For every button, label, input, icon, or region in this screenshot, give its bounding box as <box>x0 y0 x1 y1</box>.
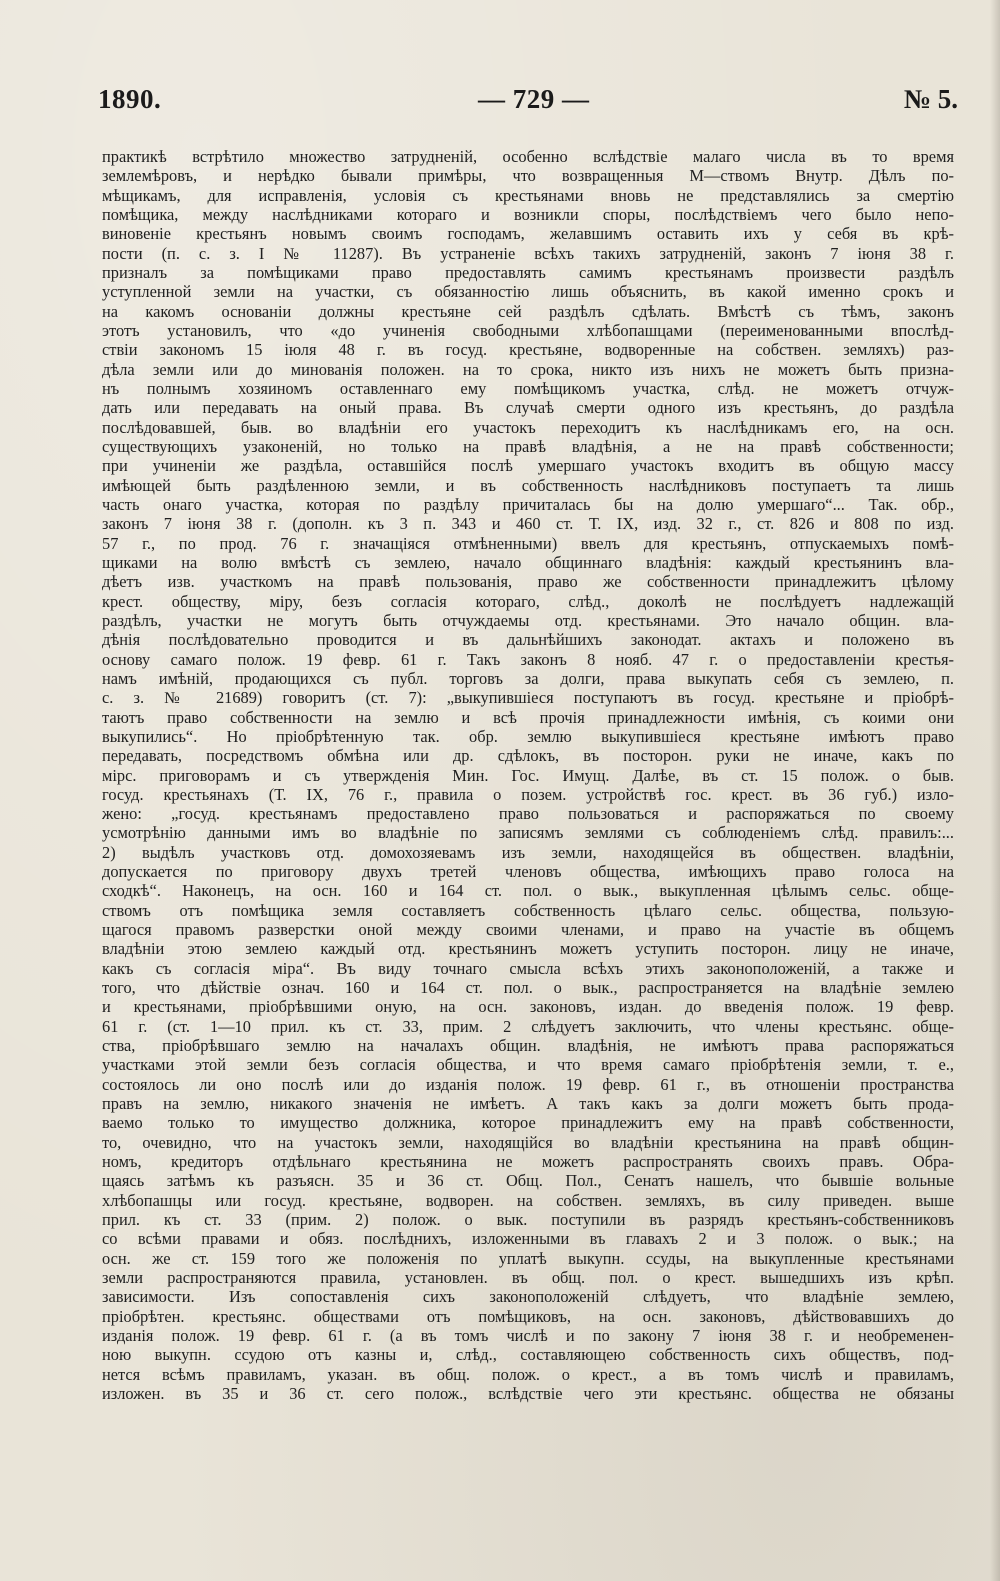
text-line: допускается по приговору двухъ третей членовъ общества, имѣющихъ право голоса на <box>102 862 954 882</box>
text-line: часть онаго участка, которая по раздѣлу причиталась бы на долю умершаго“... Так. обр., <box>102 494 954 514</box>
text-line: призналъ за помѣщиками право предоставлять самимъ крестьянамъ произвести раздѣлъ <box>102 262 954 282</box>
text-line: правъ на землю, никакого значенія не имѣетъ. А такъ какъ за долги можетъ быть прода- <box>102 1094 954 1114</box>
text-line: уступленной земли на участки, съ обязанностію лишь объяснить, въ какой именно срокъ и <box>102 282 954 302</box>
text-line: практикѣ встрѣтило множество затрудненій, особенно вслѣдствіе малаго числа въ то время <box>102 147 954 166</box>
text-line: со всѣми правами и обяз. послѣднихъ, изложенными въ главахъ 2 и 3 полож. о вык.; на <box>102 1229 954 1249</box>
text-line: раздѣлъ, участки не могутъ быть отчуждаемы отд. крестьянами. Это начало общин. вла- <box>102 610 954 630</box>
text-line: 61 г. (ст. 1—10 прил. къ ст. 33, прим. 2 слѣдуетъ заключить, что члены крестьянс. общe- <box>102 1016 954 1036</box>
text-line: помѣщика, между наслѣдниками котораго и возникли споры, послѣдствіемъ чего было непо- <box>102 204 954 224</box>
text-line: виновеніе крестьянъ новымъ своимъ господамъ, желавшимъ оставить ихъ у себя въ крѣ- <box>102 224 954 244</box>
text-line: существующихъ узаконеній, но только на правѣ владѣнія, а не на правѣ собственности; <box>102 436 954 456</box>
text-line: землемѣровъ, и нерѣдко бывали примѣры, что возвращенныя М—ствомъ Внутр. Дѣлъ по- <box>102 166 954 186</box>
text-line: и крестьянами, пріобрѣвшими оную, на осн. законовъ, издан. до введенія полож. 19 февр. <box>102 997 954 1017</box>
text-line: изложен. въ 35 и 36 ст. сего полож., вслѣдствіе чего эти крестьянс. общества не обязаны <box>102 1384 954 1403</box>
text-line: имѣющей быть раздѣленною земли, и въ собственность наслѣдниковъ поступаетъ та лишь <box>102 475 954 495</box>
text-line: мѣщикамъ, для исправленія, условія съ крестьянами вновь не представлялись за смертію <box>102 185 954 205</box>
page-edge-shadow <box>990 0 1000 1581</box>
text-line: нется всѣмъ правиламъ, указан. въ общ. полож. о крест., а въ томъ числѣ и правиламъ, <box>102 1364 954 1384</box>
body-text <box>102 147 954 1403</box>
text-line: усмотрѣнію данными имъ во владѣніе по записямъ землями съ соблюденіемъ слѣд. правилъ:... <box>102 823 954 843</box>
text-line: сходкѣ“. Наконецъ, на осн. 160 и 164 ст. пол. о вык., выкупленная цѣлымъ сельс. обще- <box>102 881 954 901</box>
text-line: состоялось ли оно послѣ или до изданія полож. 19 февр. 61 г., въ отношеніи пространства <box>102 1074 954 1094</box>
text-line: ствомъ отъ помѣщика земля составляетъ собственность цѣлаго сельс. общества, пользую- <box>102 900 954 920</box>
page-header <box>98 84 958 124</box>
text-line: при учиненіи же раздѣла, оставшійся послѣ умершаго участокъ входитъ въ общую массу <box>102 456 954 476</box>
text-line: того, что дѣйствіе означ. 160 и 164 ст. пол. о вык., распространяется на владѣніе землею <box>102 978 954 998</box>
text-line: ваемо только то имущество должника, которое принадлежитъ ему на правѣ собственности, <box>102 1113 954 1133</box>
text-line: щагося правомъ разверстки оной между своими членами, и право на участіе въ общемъ <box>102 920 954 940</box>
text-line: хлѣбопашцы или госуд. крестьяне, водворен. на собствен. земляхъ, въ силу приведен. выше <box>102 1190 954 1210</box>
text-line: прил. къ ст. 33 (прим. 2) полож. о вык. поступили въ разрядъ крестьянъ-собственниковъ <box>102 1210 954 1230</box>
text-line: выкупились“. Но пріобрѣтенную так. обр. землю выкупившіеся крестьяне имѣютъ право <box>102 726 954 746</box>
text-line: дѣла земли или до минованія положен. на то срока, никто изъ нихъ не можетъ быть призна- <box>102 359 954 379</box>
text-line: владѣніи этою землею каждый отд. крестьянинъ можетъ уступить посторон. лицу не иначе, <box>102 939 954 959</box>
text-line: ства, пріобрѣвшаго землю на началахъ общин. владѣнія, не имѣютъ права распоряжаться <box>102 1036 954 1056</box>
text-line: крест. обществу, міру, безъ согласія котораго, слѣд., доколѣ не послѣдуетъ надлежащій <box>102 591 954 611</box>
text-line: пріобрѣтен. крестьянс. обществами отъ помѣщиковъ, на осн. законовъ, дѣйствовавшихъ до <box>102 1306 954 1326</box>
header-issue-number: № 5. <box>903 84 958 114</box>
header-page-number: — 729 — <box>478 84 590 114</box>
text-line: участками этой земли безъ согласія общества, и что время самаго пріобрѣтенія земли, т. е., <box>102 1055 954 1075</box>
text-line: номъ, кредиторъ отдѣльнаго крестьянина не можетъ распространять своихъ правъ. Обра- <box>102 1152 954 1172</box>
text-line: 2) выдѣлъ участковъ отд. домохозяевамъ изъ земли, находящейся въ обществен. владѣніи, <box>102 842 954 862</box>
text-line: намъ имѣній, продающихся съ публ. торговъ за долги, права выкупать себя съ землею, п. <box>102 668 954 688</box>
text-line: законъ 7 іюня 38 г. (дополн. къ 3 п. 343 и 460 ст. Т. IX, изд. 32 г., ст. 826 и 808 по изд. <box>102 514 954 534</box>
text-line: нъ полнымъ хозяиномъ оставленнаго ему помѣщикомъ участка, слѣд. не можетъ отчуж- <box>102 378 954 398</box>
text-line: дѣнія послѣдовательно проводится и въ дальнѣйшихъ законодат. актахъ и положено въ <box>102 630 954 650</box>
header-year: 1890. <box>98 84 162 114</box>
text-line: 57 г., по прод. 76 г. значащіяся отмѣненными) ввелъ для крестьянъ, отпускаемыхъ помѣ- <box>102 533 954 553</box>
text-line: осн. же ст. 159 того же положенія по уплатѣ выкупн. ссуды, на выкупленные крестьянами <box>102 1248 954 1268</box>
text-line: ною выкупн. ссудою отъ казны и, слѣд., составляющею собственность сихъ обществъ, под- <box>102 1345 954 1365</box>
text-line: дѣетъ изв. участкомъ на правѣ пользованія, право же собственности принадлежитъ цѣлому <box>102 572 954 592</box>
text-line: основу самаго полож. 19 февр. 61 г. Такъ законъ 8 нояб. 47 г. о предоставленіи крестья- <box>102 649 954 669</box>
text-line: ствіи закономъ 15 іюля 48 г. въ госуд. крестьяне, водворенные на собствен. земляхъ) раз- <box>102 340 954 360</box>
text-line: изданія полож. 19 февр. 61 г. (а въ томъ числѣ и по закону 7 іюня 38 г. и необременен- <box>102 1326 954 1346</box>
text-line: щиками на волю вмѣстѣ съ землею, начало общиннаго владѣнія: каждый крестьянинъ вла- <box>102 552 954 572</box>
text-line: мірс. приговорамъ и съ утвержденія Мин. Гос. Имущ. Далѣе, въ ст. 15 полож. о быв. <box>102 765 954 785</box>
text-line: щаясь затѣмъ къ разъясн. 35 и 36 ст. Общ. Пол., Сенатъ нашелъ, что бывшіе вольные <box>102 1171 954 1191</box>
text-line: послѣдовавшей, быв. во владѣніи его участокъ переходитъ къ наслѣдникамъ его, на осн. <box>102 417 954 437</box>
text-line: на какомъ основаніи должны крестьяне сей раздѣлъ сдѣлать. Вмѣстѣ съ тѣмъ, законъ <box>102 301 954 321</box>
text-line: какъ съ согласія міра“. Въ виду точнаго смысла всѣхъ этихъ законоположеній, а также и <box>102 958 954 978</box>
text-line: жено: „госуд. крестьянамъ предоставлено право пользоваться и распоряжаться по своему <box>102 804 954 824</box>
text-line: дать или передавать на оный права. Въ случаѣ смерти одного изъ крестьянъ, до раздѣла <box>102 398 954 418</box>
text-line: то, очевидно, что на участокъ земли, находящійся во владѣніи крестьянина на правѣ общин- <box>102 1132 954 1152</box>
text-line: передавать, посредствомъ обмѣна или др. сдѣлокъ, въ посторон. руки не иначе, какъ по <box>102 746 954 766</box>
text-line: с. з. № 21689) говоритъ (ст. 7): „выкупившіеся поступаютъ въ госуд. крестьяне и пріобрѣ- <box>102 688 954 708</box>
text-line: госуд. крестьянахъ (Т. IX, 76 г., правила о позем. устройствѣ гос. крест. въ 36 губ.) изло- <box>102 784 954 804</box>
text-line: этотъ установилъ, что «до учиненія свободными хлѣбопашцами (переименованными впослѣд- <box>102 320 954 340</box>
text-line: зависимости. Изъ сопоставленія сихъ законоположеній слѣдуетъ, что владѣніе землею, <box>102 1287 954 1307</box>
text-line: земли распространяются правила, установлен. въ общ. пол. о крест. вышедшихъ изъ крѣп. <box>102 1268 954 1288</box>
text-line: таютъ право собственности на землю и всѣ прочія принадлежности имѣнія, съ коими они <box>102 707 954 727</box>
text-line: пости (п. с. з. І № 11287). Въ устраненіе всѣхъ такихъ затрудненій, законъ 7 іюня 38 г. <box>102 243 954 263</box>
